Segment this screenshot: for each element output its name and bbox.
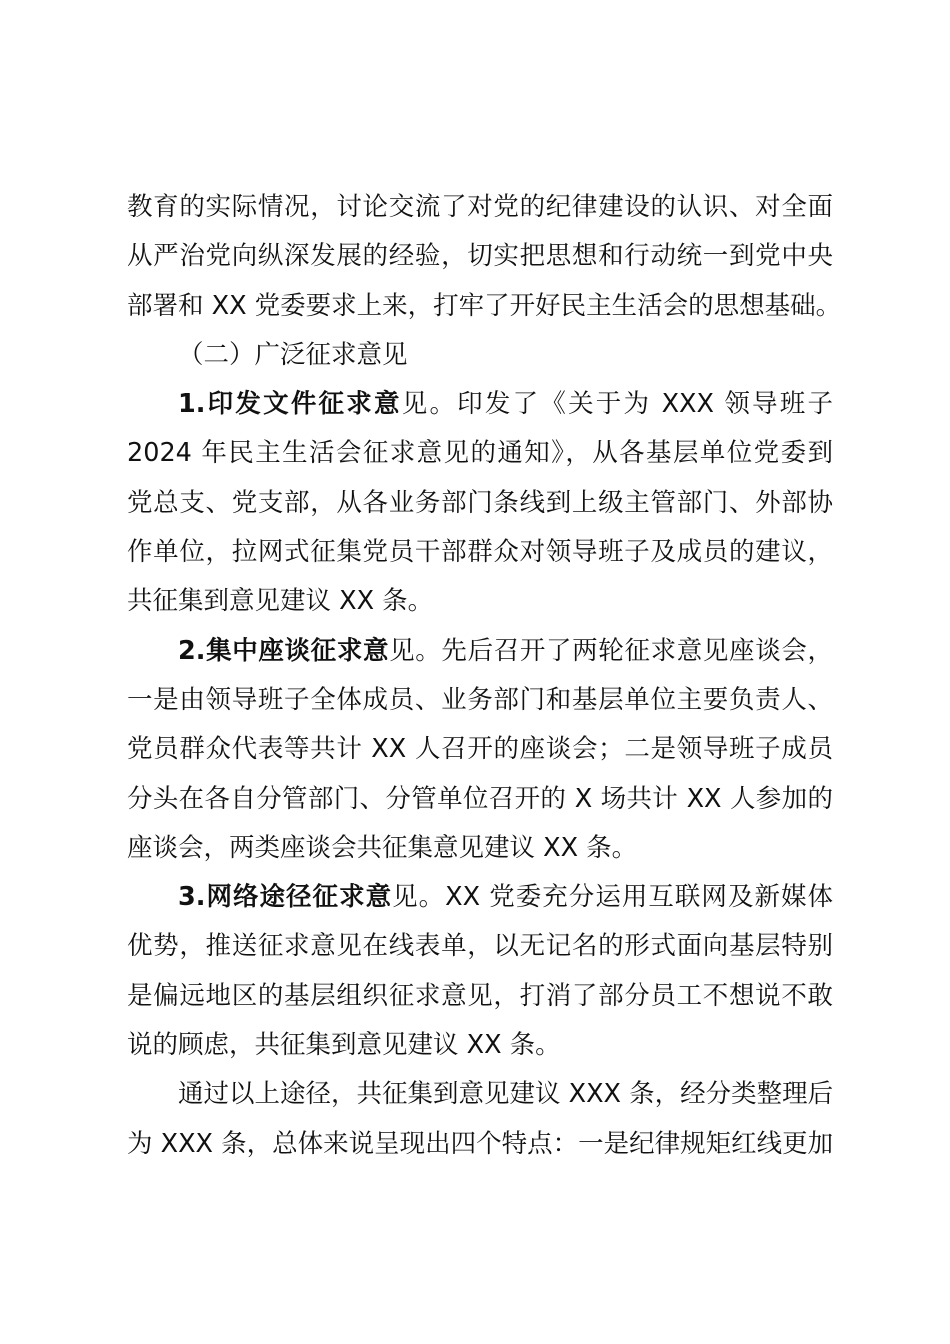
text-line: 共征集到意见建议 XX 条。: [127, 586, 434, 617]
text-line: 从严治党向纵深发展的经验，切实把思想和行动统一到党中央: [127, 241, 833, 272]
text-line: 党总支、党支部，从各业务部门条线到上级主管部门、外部协: [127, 487, 833, 518]
text-line: 通过以上途径，共征集到意见建议 XXX 条，经分类整理后: [178, 1079, 834, 1110]
item-heading-line: [127, 627, 833, 676]
text-line: 作单位，拉网式征集党员干部群众对领导班子及成员的建议，: [127, 537, 833, 568]
text-line: 2024 年民主生活会征求意见的通知》，从各基层单位党委到: [127, 438, 833, 469]
section-heading: （二）广泛征求意见: [178, 339, 408, 370]
text-line: 分头在各自分管部门、分管单位召开的 X 场共计 XX 人参加的: [127, 783, 833, 814]
text-line: 是偏远地区的基层组织征求意见，打消了部分员工不想说不敢: [127, 980, 833, 1011]
text-line: 教育的实际情况，讨论交流了对党的纪律建设的认识、对全面: [127, 192, 833, 222]
text-line: 优势，推送征求意见在线表单，以无记名的形式面向基层特别: [127, 931, 833, 962]
text-line: 党员群众代表等共计 XX 人召开的座谈会；二是领导班子成员: [127, 734, 833, 765]
text-line: 一是由领导班子全体成员、业务部门和基层单位主要负责人、: [127, 684, 833, 715]
item-heading-rest: 见。先后召开了两轮征求意见座谈会，: [389, 635, 833, 666]
item-heading-bold: 2.集中座谈征求意: [178, 635, 390, 666]
item-heading-bold: 1.印发文件征求意: [178, 389, 402, 420]
text-line: 说的顾虑，共征集到意见建议 XX 条。: [127, 1030, 561, 1061]
item-heading-rest: 见。印发了《关于为 XXX 领导班子: [401, 389, 833, 420]
text-line: 部署和 XX 党委要求上来，打牢了开好民主生活会的思想基础。: [127, 290, 842, 321]
item-heading-rest: 见。XX 党委充分运用互联网及新媒体: [392, 882, 834, 913]
text-line: 座谈会，两类座谈会共征集意见建议 XX 条。: [127, 832, 638, 863]
text-line: 为 XXX 条，总体来说呈现出四个特点：一是纪律规矩红线更加: [127, 1128, 834, 1159]
item-heading-line: [127, 380, 833, 429]
item-heading-bold: 3.网络途径征求意: [178, 882, 393, 913]
item-heading-line: [127, 873, 833, 922]
document-body: [127, 183, 842, 1169]
